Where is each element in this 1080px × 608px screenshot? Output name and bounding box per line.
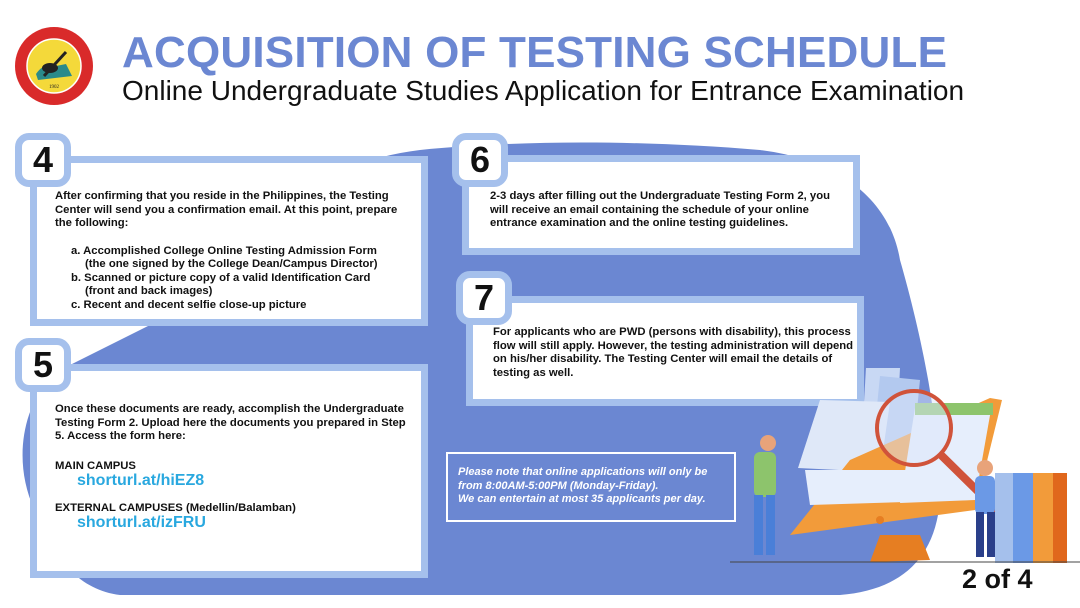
page-subtitle: Online Undergraduate Studies Application for Entrance Examination <box>122 75 965 106</box>
main-campus-label: MAIN CAMPUS <box>55 459 136 472</box>
page-indicator: 2 of 4 <box>962 564 1033 594</box>
svg-text:1902: 1902 <box>49 85 59 90</box>
testing-illustration <box>730 340 1080 570</box>
page-title: ACQUISITION OF TESTING SCHEDULE <box>122 28 948 77</box>
step-5-description: Once these documents are ready, accomplish the Undergraduate Testing Form 2. Upload here the documents you prepared in Step 5. Access the form here: <box>55 403 406 442</box>
application-hours-note: Please note that online applications will only be from 8:00AM-5:00PM (Monday-Friday). We can entertain at most 35 applicants per day. <box>446 452 736 522</box>
step-4-description: After confirming that you reside in the Philippines, the Testing Center will send you a confirmation email. At this point, prepare the following: <box>55 190 398 229</box>
step-7-badge: 7 <box>456 271 512 325</box>
external-campus-label: EXTERNAL CAMPUSES (Medellin/Balamban) <box>55 501 296 514</box>
step-4-text <box>55 190 415 312</box>
step-6-text: 2-3 days after filling out the Undergraduate Testing Form 2, you will receive an email containing the schedule of your online entrance examination and the online testing guidelines. <box>490 190 830 229</box>
step-4-requirements-list <box>71 245 415 313</box>
step-6-badge: 6 <box>452 133 508 187</box>
requirement-item: c. Recent and decent selfie close-up picture <box>71 298 307 311</box>
step-5-badge: 5 <box>15 338 71 392</box>
requirement-item: a. Accomplished College Online Testing Admission Form (the one signed by the College Dean/Campus Director) <box>71 244 378 270</box>
external-campus-link[interactable]: shorturl.at/izFRU <box>77 514 206 531</box>
main-campus-link[interactable]: shorturl.at/hiEZ8 <box>77 472 205 489</box>
university-seal-logo <box>14 26 94 106</box>
step-7-text: For applicants who are PWD (persons with disability), this process flow will still apply. However, the testing administration will depend on his/her disability. The Testing Center will email the details of testing as well. <box>493 326 854 379</box>
step-5-text <box>55 403 417 530</box>
step-4-badge: 4 <box>15 133 71 187</box>
requirement-item: b. Scanned or picture copy of a valid Identification Card (front and back images) <box>71 271 371 297</box>
